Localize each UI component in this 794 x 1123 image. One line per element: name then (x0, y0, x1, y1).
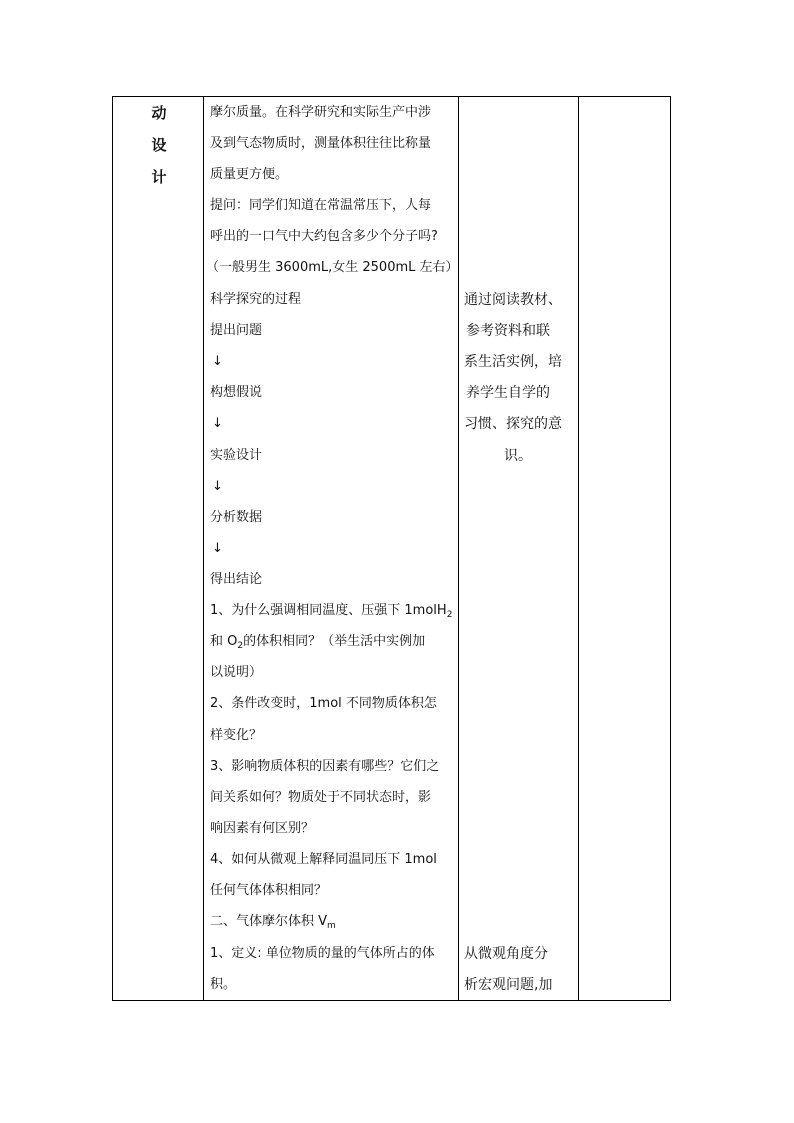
inquiry-step: 提出问题 (210, 323, 263, 338)
section-label-char-3: 计 (151, 168, 167, 186)
table-right-border (670, 96, 671, 1001)
question-4-line-1: 4、如何从微观上解释同温同压下 1mol (210, 852, 437, 867)
note-line: （一般男生 3600mL,女生 2500mL 左右） (206, 260, 459, 275)
table-bottom-border (112, 1000, 671, 1001)
column-divider-2 (458, 96, 459, 1001)
question-3-line-1: 3、影响物质体积的因素有哪些？它们之 (210, 759, 440, 774)
content-line: 及到气态物质时，测量体积往往比称量 (210, 136, 432, 151)
question-line: 提问：同学们知道在常温常压下，人每 (210, 198, 432, 213)
section-2-heading (210, 913, 336, 931)
definition-line-1: 1、定义: 单位物质的量的气体所占的体 (210, 946, 435, 961)
question-1-line-2 (210, 633, 425, 651)
inquiry-step: 得出结论 (210, 572, 263, 587)
inquiry-heading: 科学探究的过程 (210, 292, 302, 307)
down-arrow-icon: ↓ (212, 354, 223, 369)
question-1-line-3: 以说明） (210, 665, 263, 680)
question-1-text: 1、为什么强调相同温度、压强下 1molH (210, 603, 447, 618)
column-divider-1 (203, 96, 204, 1001)
subscript: 2 (446, 610, 453, 620)
section-label-char-2: 设 (151, 136, 167, 154)
definition-line-2: 积。 (210, 977, 237, 992)
question-line: 呼出的一口气中大约包含多少个分子吗? (210, 229, 438, 244)
question-4-line-2: 任何气体体积相同？ (210, 883, 328, 898)
table-top-border (112, 96, 671, 97)
section-label-char-1: 动 (151, 104, 167, 122)
table-left-border (112, 96, 113, 1001)
intent-line: 习惯、探究的意 (464, 416, 562, 432)
question-1-line-1 (210, 602, 452, 620)
inquiry-step: 构想假说 (210, 385, 263, 400)
section-2-title: 二、气体摩尔体积 V (210, 914, 328, 929)
question-3-line-2: 间关系如何？物质处于不同状态时，影 (210, 790, 432, 805)
subscript: m (327, 921, 336, 931)
intent-line: 通过阅读教材、 (464, 292, 562, 308)
intent-line: 从微观角度分 (464, 946, 548, 962)
down-arrow-icon: ↓ (212, 541, 223, 556)
intent-line: 系生活实例，培 (464, 354, 562, 370)
question-1-text: 的体积相同？（举生活中实例加 (243, 634, 426, 649)
intent-line: 析宏观问题,加 (464, 977, 553, 993)
subscript: 2 (237, 641, 244, 651)
inquiry-step: 分析数据 (210, 510, 263, 525)
intent-line: 养学生自学的 (466, 385, 550, 401)
question-1-text: 和 O (210, 634, 238, 649)
column-divider-3 (578, 96, 579, 1001)
question-2-line-2: 样变化？ (210, 728, 263, 743)
question-2-line-1: 2、条件改变时，1mol 不同物质体积怎 (210, 696, 437, 711)
content-line: 摩尔质量。在科学研究和实际生产中涉 (210, 105, 432, 120)
inquiry-step: 实验设计 (210, 448, 263, 463)
down-arrow-icon: ↓ (212, 416, 223, 431)
intent-line: 识。 (504, 448, 532, 464)
down-arrow-icon: ↓ (212, 479, 223, 494)
intent-line: 参考资料和联 (466, 323, 550, 339)
question-3-line-3: 响因素有何区别？ (210, 821, 315, 836)
content-line: 质量更方便。 (210, 167, 289, 182)
